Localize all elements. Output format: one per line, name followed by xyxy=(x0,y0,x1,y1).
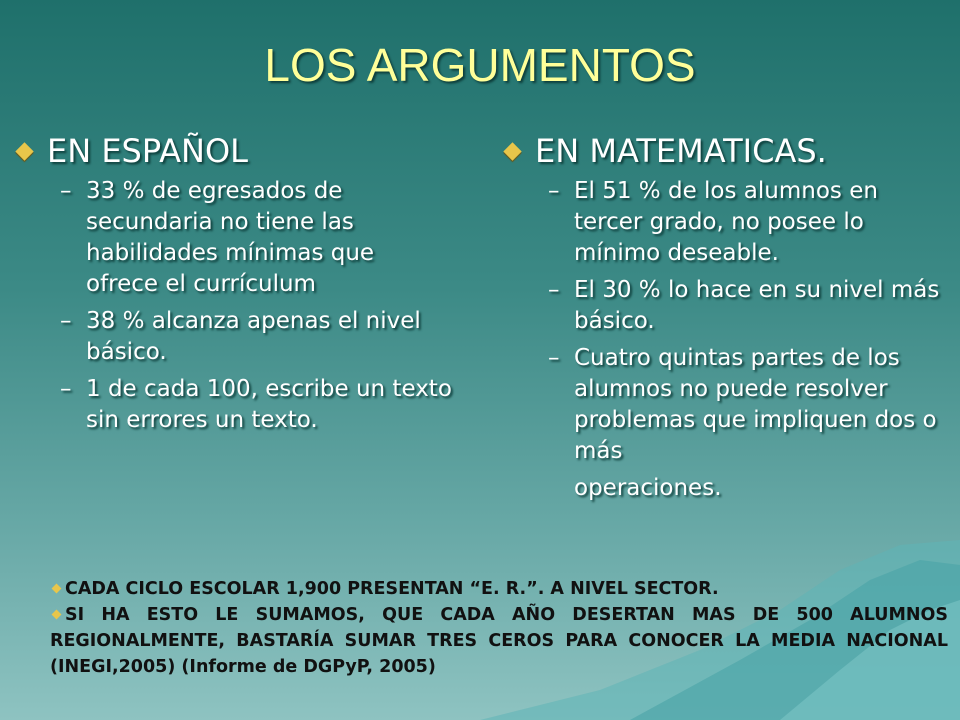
item-text: 33 % de egresados de secundaria no tiene las habilidades mínimas que ofrece el currículum xyxy=(86,178,375,297)
dash-bullet: – xyxy=(60,178,72,204)
item-text: 1 de cada 100, escribe un texto sin errores un texto. xyxy=(86,376,452,433)
item-text xyxy=(574,343,950,504)
diamond-bullet-icon xyxy=(503,142,521,160)
left-heading-text: EN ESPAÑOL xyxy=(47,132,248,170)
left-column xyxy=(12,132,452,442)
note-2-text: SI HA ESTO LE SUMAMOS, QUE CADA AÑO DESERTAN MAS DE 500 ALUMNOS REGIONALMENTE, BASTARÍA SUMAR TRES CEROS PARA CONOCER LA MEDIA NACIONAL (INEGI,2005) (Informe de DGPyP, 2005) xyxy=(50,605,948,677)
item-text: El 51 % de los alumnos en tercer grado, no posee lo mínimo deseable. xyxy=(574,178,878,266)
item-text-last-word: operaciones. xyxy=(574,475,722,501)
dash-bullet: – xyxy=(548,277,560,303)
note-1-text: CADA CICLO ESCOLAR 1,900 PRESENTAN “E. R.”. A NIVEL SECTOR. xyxy=(65,579,719,599)
note-2 xyxy=(50,602,948,680)
bottom-notes xyxy=(50,576,948,680)
list-item xyxy=(500,176,950,269)
dash-bullet: – xyxy=(60,376,72,402)
left-heading xyxy=(12,132,452,170)
diamond-bullet-icon xyxy=(52,610,62,620)
list-item xyxy=(12,306,452,368)
dash-bullet: – xyxy=(60,308,72,334)
right-heading-text: EN MATEMATICAS. xyxy=(535,132,827,170)
item-text: El 30 % lo hace en su nivel más básico. xyxy=(574,277,940,334)
right-list xyxy=(500,176,950,504)
note-1 xyxy=(50,576,948,602)
diamond-bullet-icon xyxy=(15,142,33,160)
item-text: 38 % alcanza apenas el nivel básico. xyxy=(86,308,421,365)
item-text-main: Cuatro quintas partes de los alumnos no puede resolver problemas que impliquen dos o más xyxy=(574,345,937,464)
dash-bullet: – xyxy=(548,178,560,204)
slide-title: LOS ARGUMENTOS xyxy=(264,39,696,91)
list-item xyxy=(12,374,452,436)
left-list xyxy=(12,176,452,436)
diamond-bullet-icon xyxy=(52,584,62,594)
list-item xyxy=(500,275,950,337)
list-item xyxy=(12,176,452,300)
right-column xyxy=(500,132,950,510)
right-heading xyxy=(500,132,950,170)
dash-bullet: – xyxy=(548,345,560,371)
list-item xyxy=(500,343,950,504)
